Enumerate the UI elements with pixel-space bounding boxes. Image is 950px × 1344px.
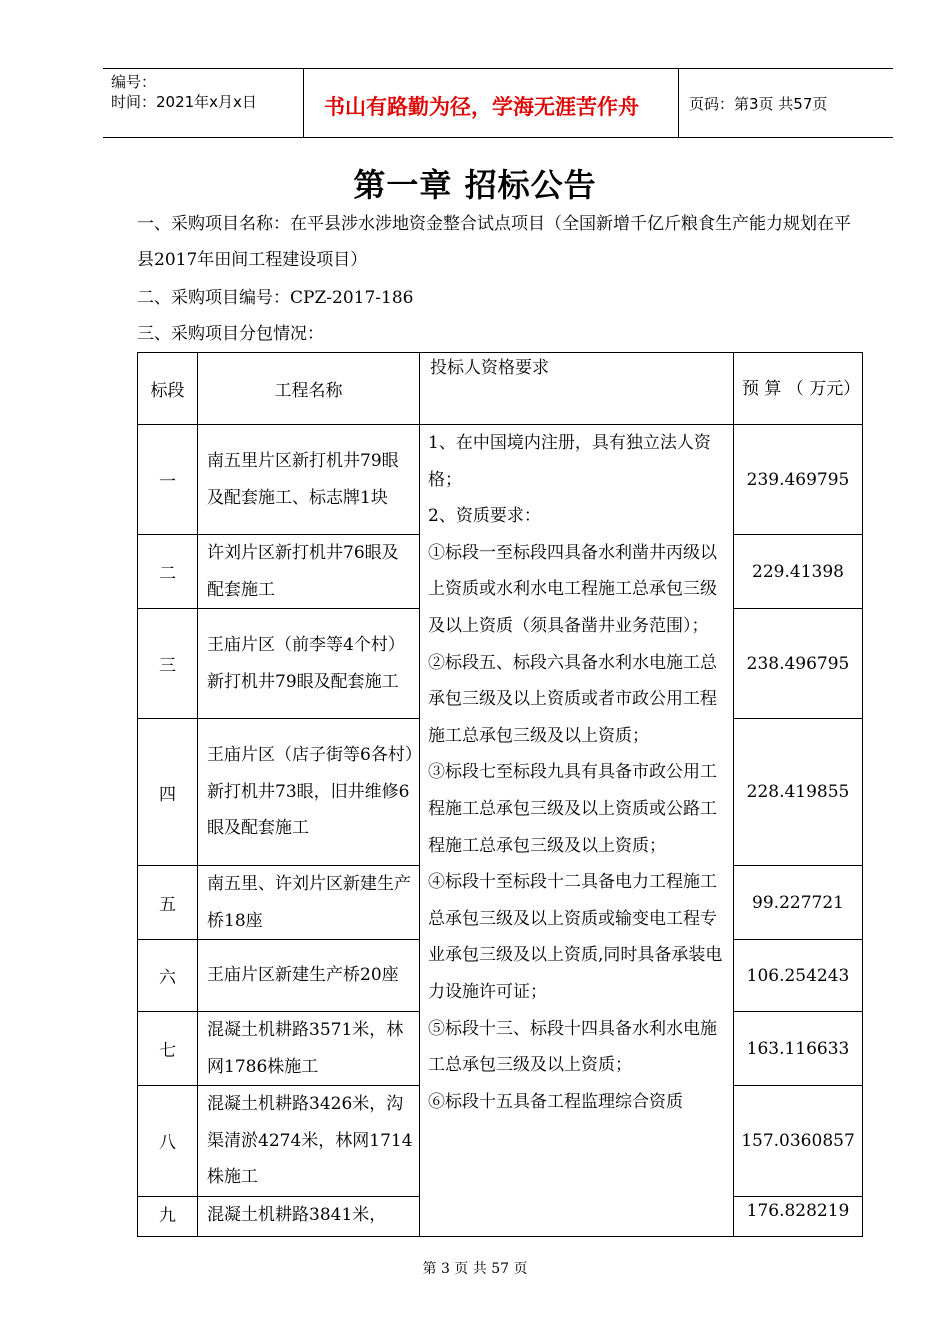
qualification-item: ①标段一至标段四具备水利凿井丙级以上资质或水利水电工程施工总承包三级及以上资质（须具备凿井业务范围）； <box>428 542 717 636</box>
package-table <box>137 352 863 1237</box>
row-budget: 228.419855 <box>734 719 863 866</box>
header-page-cell <box>679 69 893 137</box>
row-budget: 99.227721 <box>734 866 863 940</box>
row-section: 六 <box>138 940 198 1012</box>
row-project-name: 混凝土机耕路3426米，沟渠清淤4274米，林网1714株施工 <box>198 1086 420 1197</box>
qualification-requirements <box>420 425 734 1237</box>
row-budget: 239.469795 <box>734 425 863 535</box>
document-date: 时间：2021年x月x日 <box>111 93 257 111</box>
row-project-name: 王庙片区（店子街等6各村）新打机井73眼，旧井维修6眼及配套施工 <box>198 719 420 866</box>
qualification-item: ④标段十至标段十二具备电力工程施工总承包三级及以上资质或输变电工程专业承包三级及以上资质,同时具备承装电力设施许可证； <box>428 872 723 1002</box>
row-project-name: 许刘片区新打机井76眼及配套施工 <box>198 535 420 609</box>
row-budget: 157.0360857 <box>734 1086 863 1197</box>
header-motto-cell <box>304 69 679 137</box>
row-project-name: 南五里片区新打机井79眼及配套施工、标志牌1块 <box>198 425 420 535</box>
row-section: 二 <box>138 535 198 609</box>
row-section: 三 <box>138 609 198 719</box>
header-project-name: 工程名称 <box>198 353 420 425</box>
header-page-info: 页码：第3页 共57页 <box>689 95 828 113</box>
qualification-item: 1、在中国境内注册，具有独立法人资格； <box>428 433 711 490</box>
header-qualification: 投标人资格要求 <box>420 353 734 425</box>
row-section: 一 <box>138 425 198 535</box>
header-motto: 书山有路勤为径，学海无涯苦作舟 <box>324 95 639 119</box>
table-row <box>138 425 863 535</box>
row-section: 八 <box>138 1086 198 1197</box>
row-budget: 238.496795 <box>734 609 863 719</box>
page-footer: 第 3 页 共 57 页 <box>422 1261 528 1277</box>
chapter-title: 第一章 招标公告 <box>353 166 597 204</box>
row-budget: 176.828219 <box>734 1196 863 1236</box>
header-meta <box>103 69 304 137</box>
qualification-item: ⑥标段十五具备工程监理综合资质 <box>428 1091 683 1112</box>
row-budget: 229.41398 <box>734 535 863 609</box>
table-header-row <box>138 353 863 425</box>
row-section: 四 <box>138 719 198 866</box>
row-project-name: 南五里、许刘片区新建生产桥18座 <box>198 866 420 940</box>
row-project-name: 混凝土机耕路3841米， <box>198 1196 420 1236</box>
header-section: 标段 <box>138 353 198 425</box>
qualification-item: 2、资质要求： <box>428 506 541 527</box>
page-header <box>103 68 893 138</box>
row-section: 七 <box>138 1012 198 1086</box>
package-heading: 三、采购项目分包情况： <box>137 324 324 344</box>
project-number-paragraph: 二、采购项目编号：CPZ-2017-186 <box>137 288 414 308</box>
row-budget: 163.116633 <box>734 1012 863 1086</box>
row-budget: 106.254243 <box>734 940 863 1012</box>
row-section: 五 <box>138 866 198 940</box>
row-section: 九 <box>138 1196 198 1236</box>
row-project-name: 王庙片区新建生产桥20座 <box>198 940 420 1012</box>
qualification-item: ②标段五、标段六具备水利水电施工总承包三级及以上资质或者市政公用工程施工总承包三级及以上资质； <box>428 652 717 746</box>
project-name-paragraph: 一、采购项目名称：在平县涉水涉地资金整合试点项目（全国新增千亿斤粮食生产能力规划在平县2017年田间工程建设项目） <box>137 214 851 270</box>
row-project-name: 王庙片区（前李等4个村）新打机井79眼及配套施工 <box>198 609 420 719</box>
qualification-item: ⑤标段十三、标段十四具备水利水电施工总承包三级及以上资质； <box>428 1018 717 1076</box>
qualification-item: ③标段七至标段九具有具备市政公用工程施工总承包三级及以上资质或公路工程施工总承包三级及以上资质； <box>428 762 717 856</box>
header-budget: 预 算 （ 万元） <box>734 353 863 425</box>
row-project-name: 混凝土机耕路3571米，林网1786株施工 <box>198 1012 420 1086</box>
document-number-label: 编号： <box>111 73 157 91</box>
